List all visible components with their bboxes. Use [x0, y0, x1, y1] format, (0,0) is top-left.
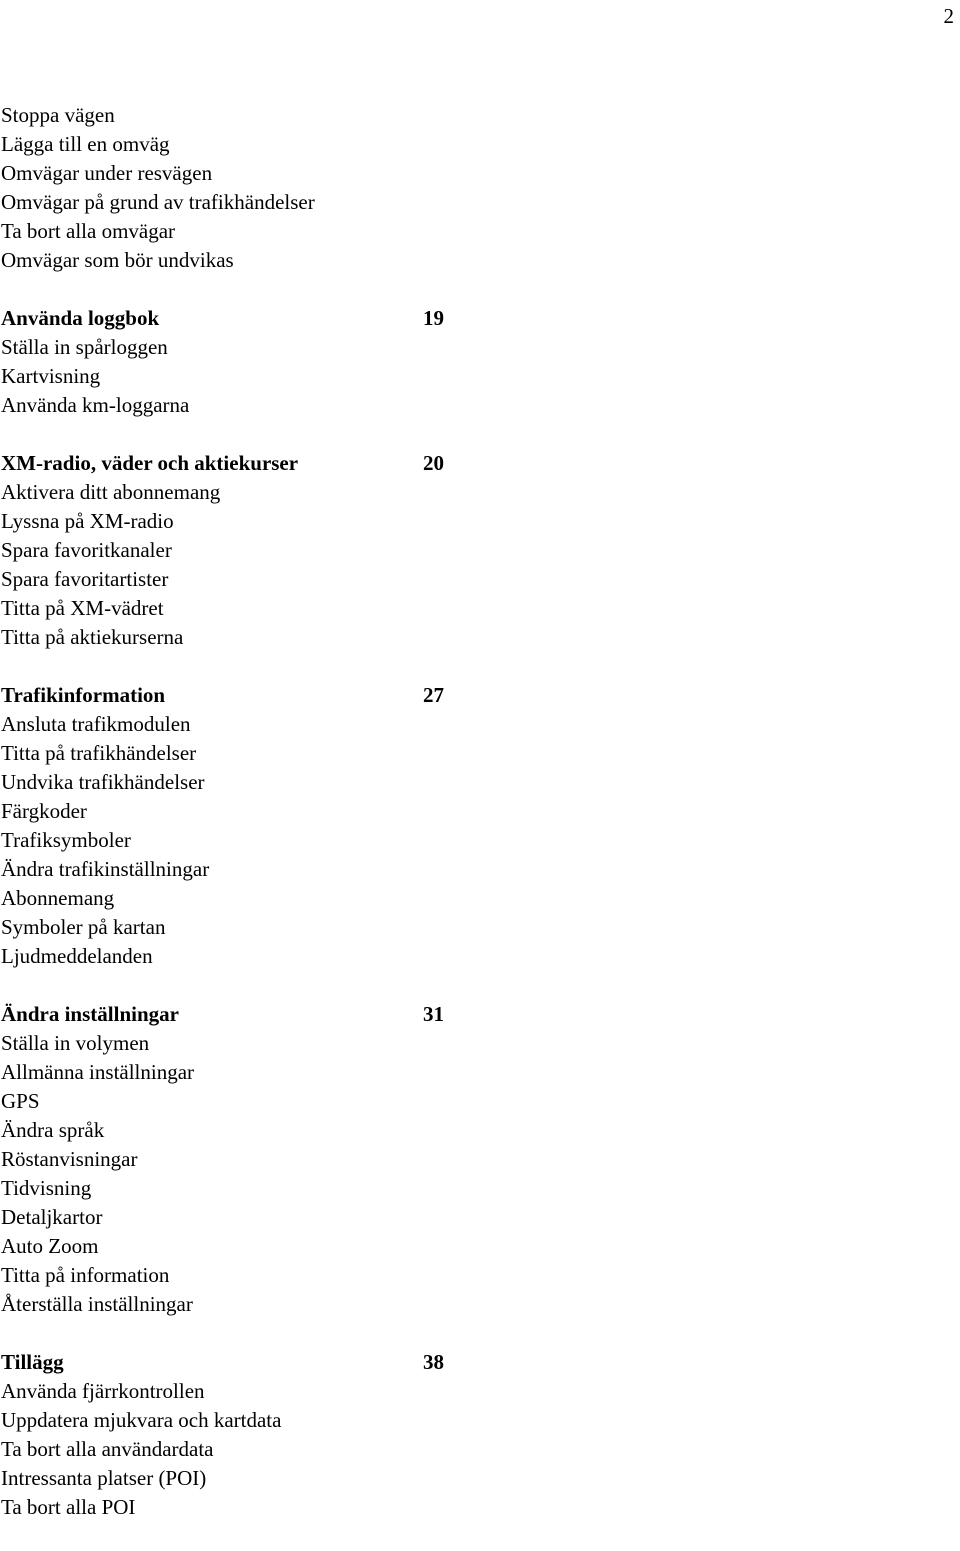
toc-item: Återställa inställningar	[1, 1292, 193, 1316]
toc-item: Spara favoritartister	[1, 567, 169, 591]
page-number: 2	[943, 4, 954, 28]
section-page-number: 20	[423, 451, 444, 475]
toc-item: Uppdatera mjukvara och kartdata	[1, 1408, 282, 1432]
table-of-contents	[1, 101, 461, 1551]
toc-item: Stoppa vägen	[1, 103, 115, 127]
section-heading	[1, 304, 444, 333]
toc-item: Detaljkartor	[1, 1205, 103, 1229]
section-page-number: 27	[423, 683, 444, 707]
toc-item: Ändra trafikinställningar	[1, 857, 210, 881]
toc-section	[1, 449, 461, 652]
toc-section	[1, 681, 461, 971]
toc-item: Titta på aktiekurserna	[1, 625, 184, 649]
toc-item: Röstanvisningar	[1, 1147, 138, 1171]
toc-item: Ta bort alla POI	[1, 1495, 136, 1519]
toc-item: Ställa in volymen	[1, 1031, 150, 1055]
section-title: XM-radio, väder och aktiekurser	[1, 451, 299, 475]
toc-item: Symboler på kartan	[1, 915, 166, 939]
toc-item: Undvika trafikhändelser	[1, 770, 205, 794]
toc-item: Omvägar som bör undvikas	[1, 248, 234, 272]
toc-item: Omvägar under resvägen	[1, 161, 213, 185]
toc-item: Titta på information	[1, 1263, 170, 1287]
toc-item: Intressanta platser (POI)	[1, 1466, 207, 1490]
toc-item: Omvägar på grund av trafikhändelser	[1, 190, 315, 214]
section-heading	[1, 1000, 444, 1029]
toc-item: Lägga till en omväg	[1, 132, 170, 156]
toc-item: Använda fjärrkontrollen	[1, 1379, 205, 1403]
section-title: Använda loggbok	[1, 306, 160, 330]
toc-item: Använda km-loggarna	[1, 393, 190, 417]
toc-section	[1, 101, 461, 275]
toc-item: Ändra språk	[1, 1118, 105, 1142]
section-title: Ändra inställningar	[1, 1002, 179, 1026]
toc-item: GPS	[1, 1089, 40, 1113]
toc-item: Ta bort alla omvägar	[1, 219, 176, 243]
toc-section	[1, 304, 461, 420]
section-heading	[1, 1348, 444, 1377]
toc-item: Aktivera ditt abonnemang	[1, 480, 221, 504]
toc-item: Ta bort alla användardata	[1, 1437, 214, 1461]
toc-item: Färgkoder	[1, 799, 87, 823]
section-heading	[1, 449, 444, 478]
toc-item: Allmänna inställningar	[1, 1060, 195, 1084]
section-title: Trafikinformation	[1, 683, 166, 707]
toc-item: Tidvisning	[1, 1176, 92, 1200]
toc-item: Lyssna på XM-radio	[1, 509, 174, 533]
toc-item: Auto Zoom	[1, 1234, 99, 1258]
toc-item: Kartvisning	[1, 364, 101, 388]
toc-item: Ljudmeddelanden	[1, 944, 153, 968]
toc-section	[1, 1348, 461, 1522]
toc-item: Titta på XM-vädret	[1, 596, 164, 620]
section-title: Tillägg	[1, 1350, 64, 1374]
toc-item: Trafiksymboler	[1, 828, 131, 852]
section-page-number: 31	[423, 1002, 444, 1026]
toc-item: Ställa in spårloggen	[1, 335, 168, 359]
toc-item: Spara favoritkanaler	[1, 538, 172, 562]
section-page-number: 19	[423, 306, 444, 330]
toc-item: Ansluta trafikmodulen	[1, 712, 191, 736]
toc-item: Abonnemang	[1, 886, 115, 910]
section-page-number: 38	[423, 1350, 444, 1374]
toc-item: Titta på trafikhändelser	[1, 741, 197, 765]
section-heading	[1, 681, 444, 710]
toc-section	[1, 1000, 461, 1319]
